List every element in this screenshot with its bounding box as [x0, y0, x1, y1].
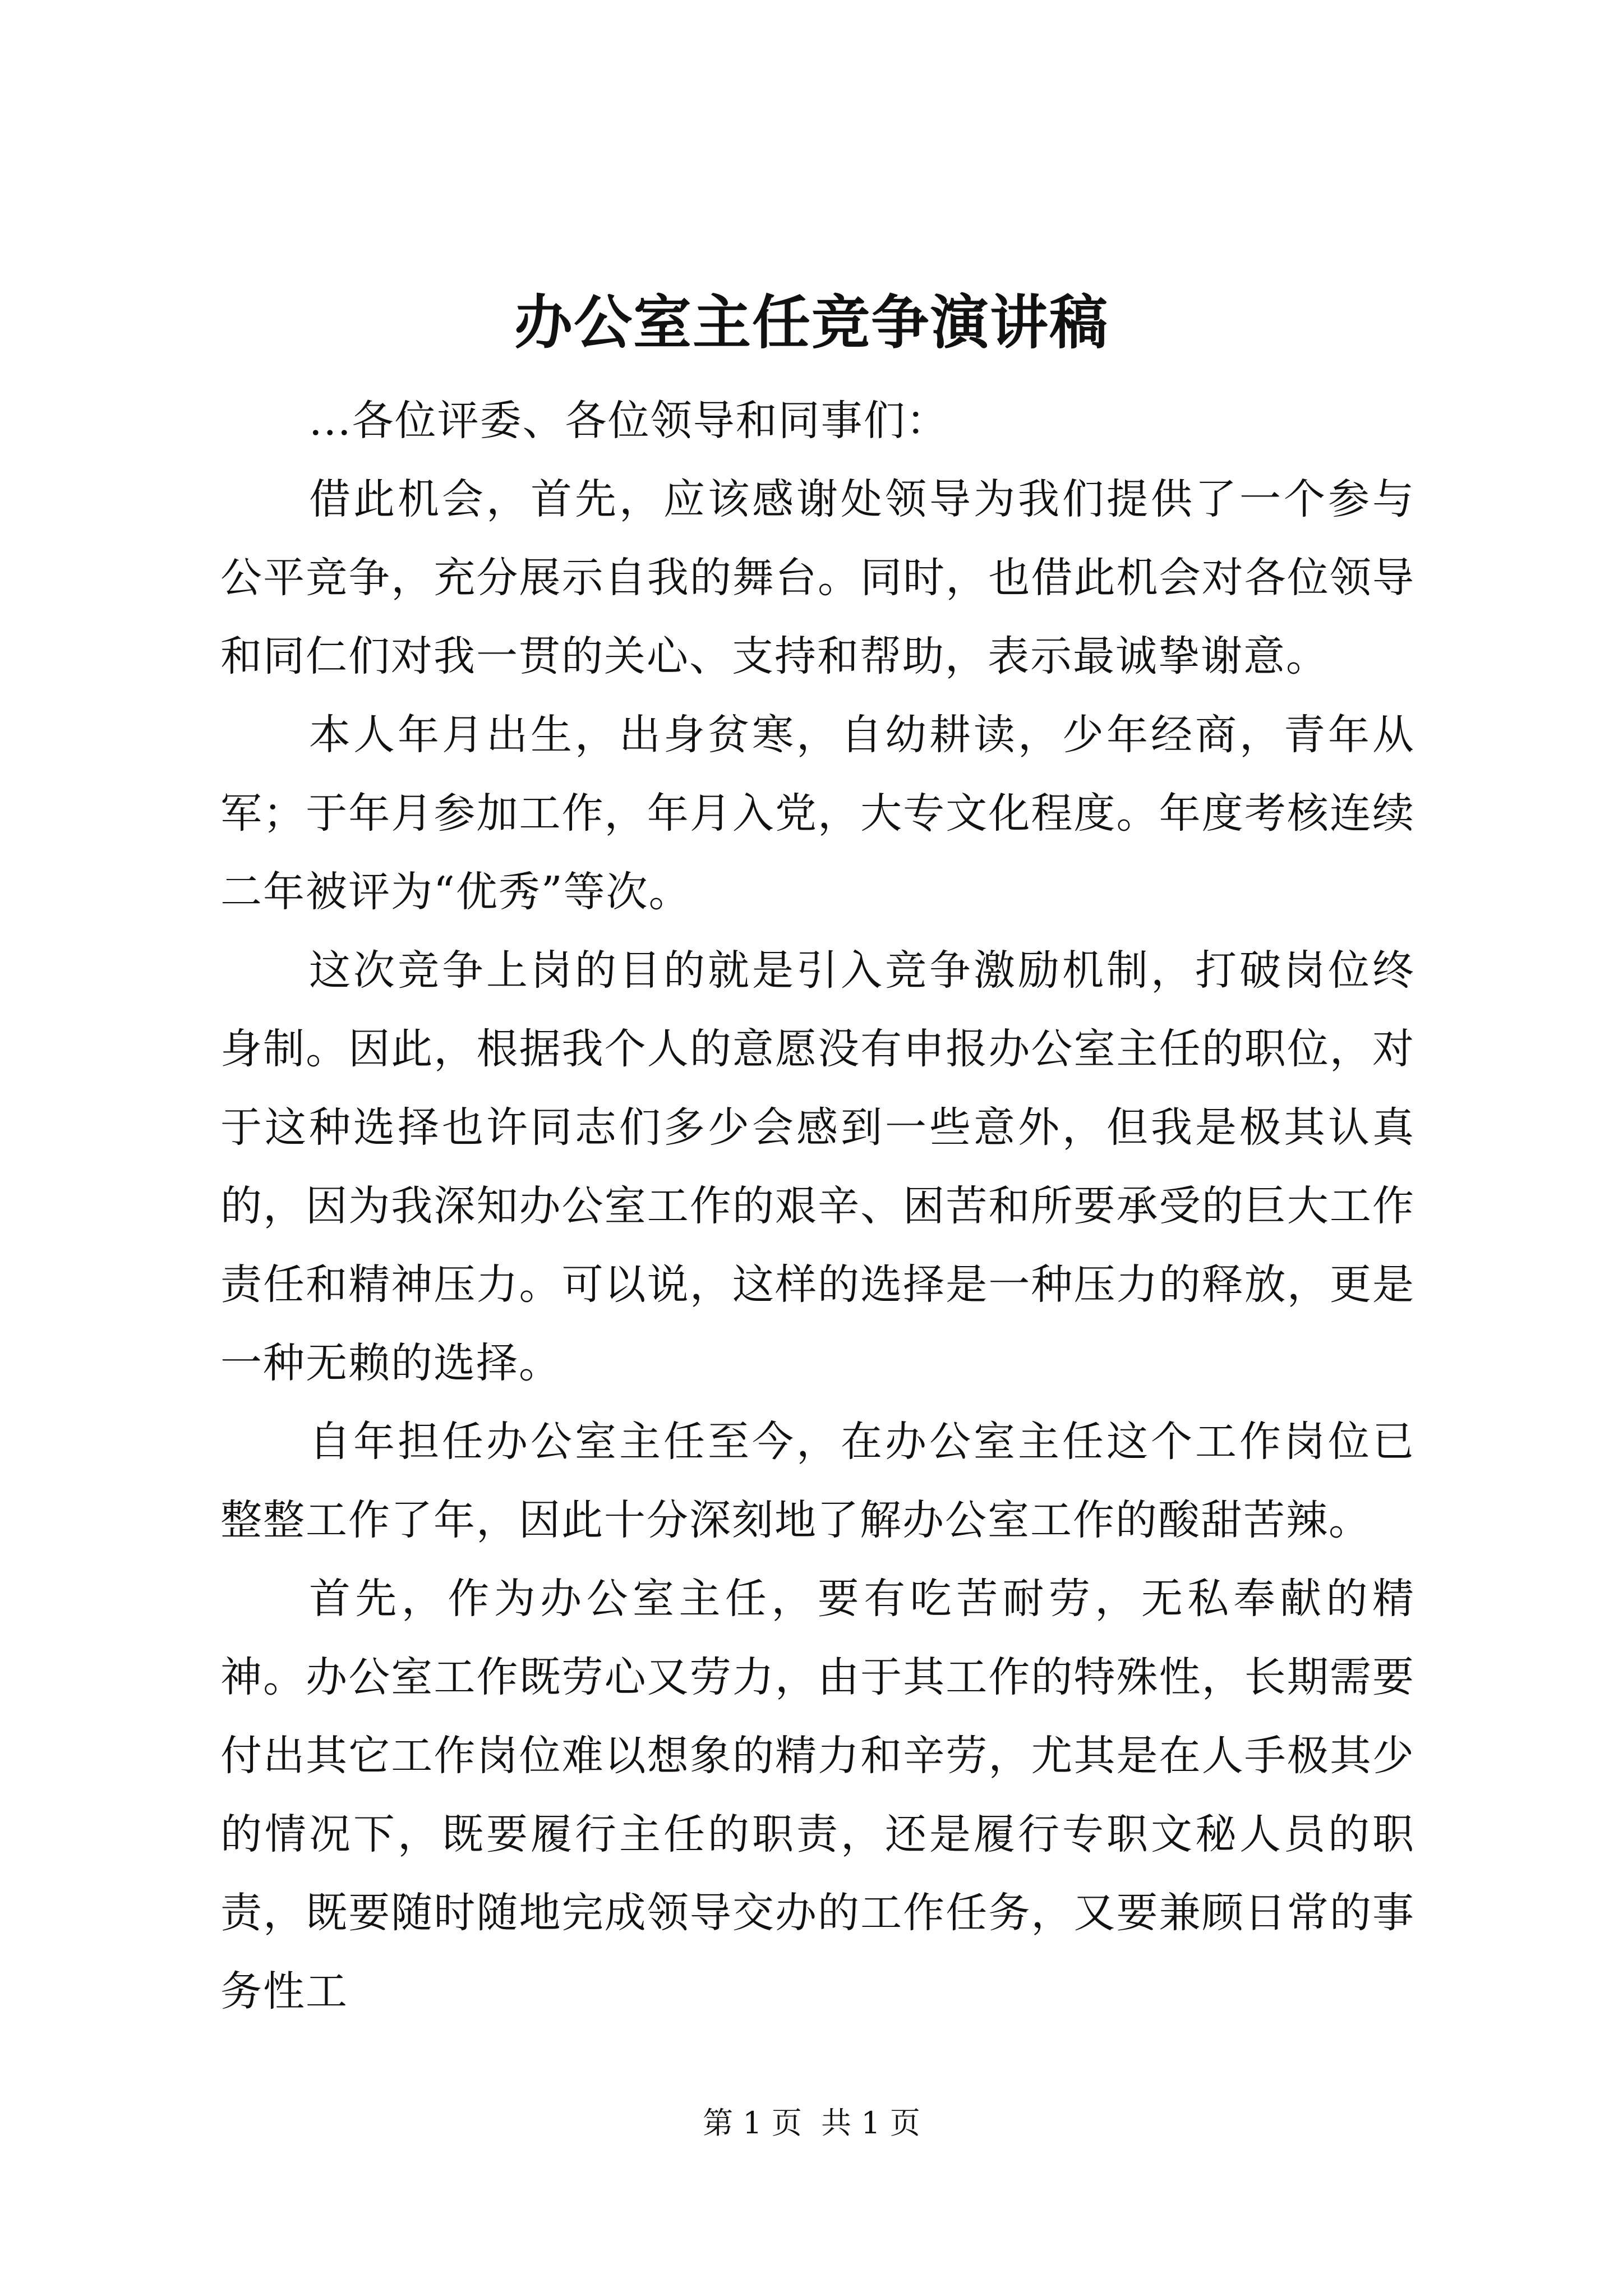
document-body	[220, 381, 1415, 2031]
body-paragraph: 自年担任办公室主任至今，在办公室主任这个工作岗位已整整工作了年，因此十分深刻地了解办公室工作的酸甜苦辣。	[220, 1418, 1415, 1544]
body-paragraph: 首先，作为办公室主任，要有吃苦耐劳，无私奉献的精神。办公室工作既劳心又劳力，由于其工作的特殊性，长期需要付出其它工作岗位难以想象的精力和辛劳，尤其是在人手极其少的情况下，既要履行主任的职责，还是履行专职文秘人员的职责，既要随时随地完成领导交办的工作任务，又要兼顾日常的事务性工	[220, 1575, 1415, 2016]
page-number-label: 第 1 页 共 1 页	[703, 2105, 920, 2141]
body-paragraph: 借此机会，首先，应该感谢处领导为我们提供了一个参与公平竞争，充分展示自我的舞台。同时，也借此机会对各位领导和同仁们对我一贯的关心、支持和帮助，表示最诚挚谢意。	[220, 475, 1415, 680]
page-footer	[0, 2101, 1623, 2146]
body-paragraph: 本人年月出生，出身贫寒，自幼耕读，少年经商，青年从军；于年月参加工作，年月入党，大专文化程度。年度考核连续二年被评为“优秀”等次。	[220, 711, 1415, 916]
document-title: 办公室主任竞争演讲稿	[514, 288, 1109, 357]
salutation-paragraph: ...各位评委、各位领导和同事们：	[309, 397, 949, 445]
body-paragraph: 这次竞争上岗的目的就是引入竞争激励机制，打破岗位终身制。因此，根据我个人的意愿没有申报办公室主任的职位，对于这种选择也许同志们多少会感到一些意外，但我是极其认真的，因为我深知办公室工作的艰辛、困苦和所要承受的巨大工作责任和精神压力。可以说，这样的选择是一种压力的释放，更是一种无赖的选择。	[220, 946, 1415, 1387]
